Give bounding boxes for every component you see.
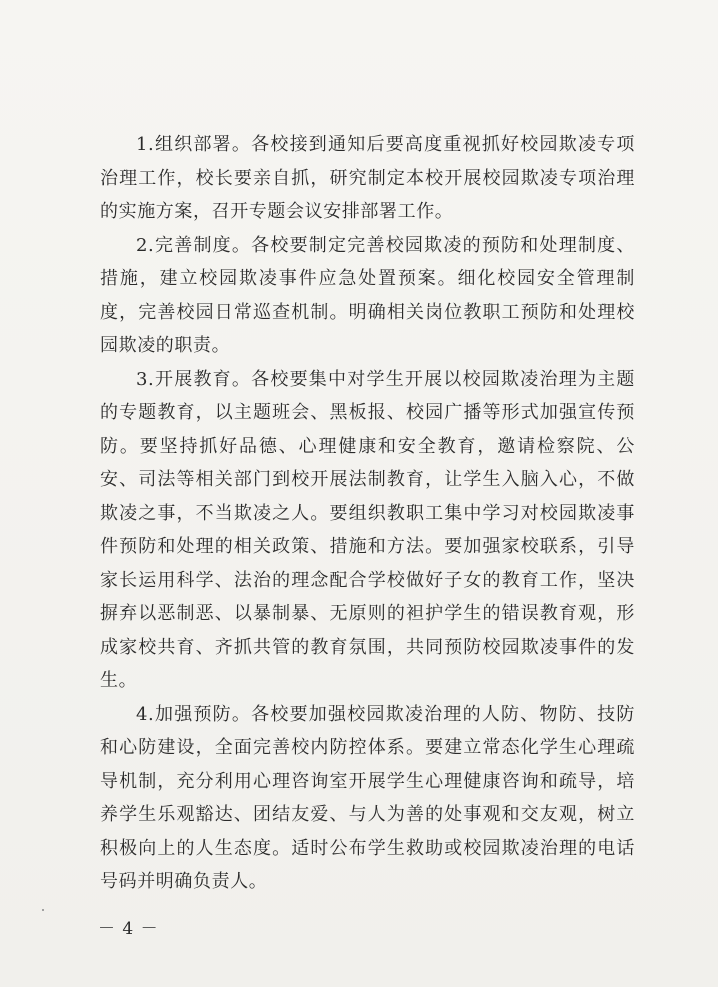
paragraph-organization: 1.组织部署。各校接到通知后要高度重视抓好校园欺凌专项治理工作，校长要亲自抓，研究制定本校开展校园欺凌专项治理的实施方案，召开专题会议安排部署工作。 [100, 134, 635, 222]
paragraph-prevention: 4.加强预防。各校要加强校园欺凌治理的人防、物防、技防和心防建设，全面完善校内防控体系。要建立常态化学生心理疏导机制，充分利用心理咨询室开展学生心理健康咨询和疏导，培养学生乐观豁达、团结友爱、与人为善的处事观和交友观，树立积极向上的人生态度。适时公布学生救助或校园欺凌治理的电话号码并明确负责人。 [100, 703, 635, 892]
paragraph-system: 2.完善制度。各校要制定完善校园欺凌的预防和处理制度、措施，建立校园欺凌事件应急处置预案。细化校园安全管理制度，完善校园日常巡查机制。明确相关岗位教职工预防和处理校园欺凌的职责。 [100, 234, 635, 356]
document-body [100, 128, 635, 899]
page-number: － 4 － [98, 919, 159, 939]
scan-speck [42, 909, 44, 911]
paragraph-education: 3.开展教育。各校要集中对学生开展以校园欺凌治理为主题的专题教育，以主题班会、黑板报、校园广播等形式加强宣传预防。要坚持抓好品德、心理健康和安全教育，邀请检察院、公安、司法等相关部门到校开展法制教育，让学生入脑入心，不做欺凌之事，不当欺凌之人。要组织教职工集中学习对校园欺凌事件预防和处理的相关政策、措施和方法。要加强家校联系，引导家长运用科学、法治的理念配合学校做好子女的教育工作，坚决摒弃以恶制恶、以暴制暴、无原则的袒护学生的错误教育观，形成家校共育、齐抓共管的教育氛围，共同预防校园欺凌事件的发生。 [100, 368, 635, 691]
